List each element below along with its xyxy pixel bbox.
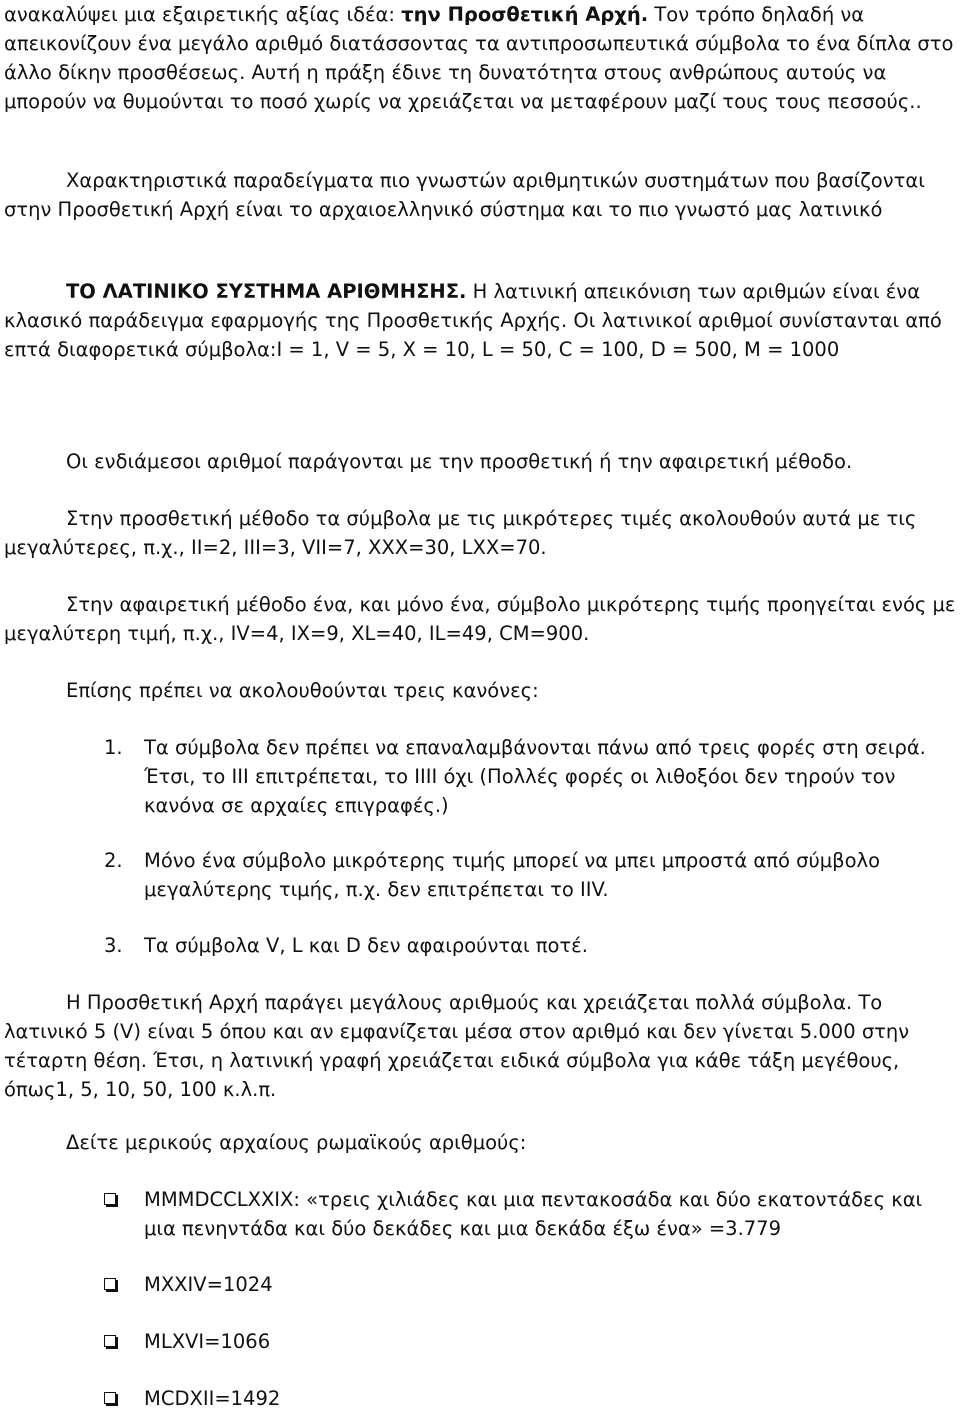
examples-systems-paragraph: Χαρακτηριστικά παραδείγματα πιο γνωστών αριθμητικών συστημάτων που βασίζονται στην Προσθετική Αρχή είναι το αρχαιοελληνικό σύστημα και το πιο γνωστό μας λατινικό	[4, 169, 925, 221]
rule-item	[104, 931, 960, 960]
rule-item	[104, 846, 960, 904]
rule-text: Τα σύμβολα δεν πρέπει να επαναλαμβάνονται πάνω από τρεις φορές στη σειρά. Έτσι, το III επιτρέπεται, το IIII όχι (Πολλές φορές οι λιθοξόοι δεν τηρούν τον κανόνα σε αρχαίες επιγραφές.)	[144, 736, 926, 817]
example-text: MCDXII=1492	[144, 1387, 281, 1410]
example-item	[104, 1270, 960, 1299]
latin-system-paragraph	[4, 277, 960, 364]
rules-intro-paragraph: Επίσης πρέπει να ακολουθούνται τρεις κανόνες:	[66, 679, 539, 702]
rules-list	[104, 733, 960, 820]
rules-list	[104, 846, 960, 904]
rules-list	[104, 931, 960, 960]
rule-item	[104, 733, 960, 820]
example-text: MMMDCCLXXIX: «τρεις χιλιάδες και μια πεντακοσάδα και δύο εκατοντάδες και μια πενηντάδα και δύο δεκάδες και μια δεκάδα έξω ένα» =3.779	[144, 1188, 923, 1240]
checkbox-bullet-icon	[104, 1392, 116, 1404]
rule-number: 3.	[104, 934, 123, 957]
closing-paragraph: Η Προσθετική Αρχή παράγει μεγάλους αριθμούς και χρειάζεται πολλά σύμβολα. Το λατινικό 5 (V) είναι 5 όπου και αν εμφανίζεται μέσα στον αριθμό και δεν γίνεται 5.000 στην τέταρτη θέση. Έτσι, η λατινική γραφή χρειάζεται ειδικά σύμβολα για κάθε τάξη μεγέθους, όπως1, 5, 10, 50, 100 κ.λ.π.	[4, 991, 910, 1101]
intermediate-numbers-paragraph: Οι ενδιάμεσοι αριθμοί παράγονται με την προσθετική ή την αφαιρετική μέθοδο.	[66, 450, 853, 473]
subtractive-method-paragraph: Στην αφαιρετική μέθοδο ένα, και μόνο ένα, σύμβολο μικρότερης τιμής προηγείται ενός με μεγαλύτερη τιμή, π.χ., IV=4, IX=9, XL=40, IL=49, CM=900.	[4, 593, 956, 645]
checkbox-bullet-icon	[104, 1193, 116, 1205]
checkbox-bullet-icon	[104, 1335, 116, 1347]
intro-text-start: ανακαλύψει μια εξαιρετικής αξίας ιδέα:	[4, 3, 402, 26]
example-text: MXXIV=1024	[144, 1273, 273, 1296]
example-item	[104, 1384, 960, 1413]
latin-system-heading: ΤΟ ΛΑΤΙΝΙΚΟ ΣΥΣΤΗΜΑ ΑΡΙΘΜΗΣΗΣ.	[66, 280, 467, 303]
rule-number: 1.	[104, 736, 123, 759]
rule-text: Τα σύμβολα V, L και D δεν αφαιρούνται ποτέ.	[144, 934, 588, 957]
examples-intro: Δείτε μερικούς αρχαίους ρωμαϊκούς αριθμούς:	[66, 1131, 527, 1154]
intro-paragraph	[4, 0, 960, 116]
rule-text: Μόνο ένα σύμβολο μικρότερης τιμής μπορεί να μπει μπροστά από σύμβολο μεγαλύτερης τιμής, π.χ. δεν επιτρέπεται το IIV.	[144, 849, 881, 901]
checkbox-bullet-icon	[104, 1278, 116, 1290]
example-item	[104, 1185, 960, 1243]
additive-principle-term: την Προσθετική Αρχή.	[401, 3, 649, 26]
additive-method-paragraph: Στην προσθετική μέθοδο τα σύμβολα με τις μικρότερες τιμές ακολουθούν αυτά με τις μεγαλύτερες, π.χ., II=2, III=3, VII=7, XXX=30, LXX=70.	[4, 507, 917, 559]
example-item	[104, 1327, 960, 1356]
intro-text-rest: Τον τρόπο δηλαδή να απεικονίζουν ένα μεγάλο αριθμό διατάσσοντας τα αντιπροσωπευτικά σύμβολα το ένα δίπλα στο άλλο δίκην προσθέσεως. Αυτή η πράξη έδινε τη δυνατότητα στους ανθρώπους αυτούς να μπορούν να θυμούνται το ποσό χωρίς να χρειάζεται να μεταφέρουν μαζί τους τους πεσσούς..	[4, 3, 954, 113]
latin-system-text: Η λατινική απεικόνιση των αριθμών είναι ένα κλασικό παράδειγμα εφαρμογής της Προσθετικής Αρχής. Οι λατινικοί αριθμοί συνίστανται από επτά διαφορετικά σύμβολα:I = 1, V = 5, X = 10, L = 50, C = 100, D = 500, M = 1000	[4, 280, 942, 361]
rule-number: 2.	[104, 849, 123, 872]
example-text: MLXVI=1066	[144, 1330, 271, 1353]
